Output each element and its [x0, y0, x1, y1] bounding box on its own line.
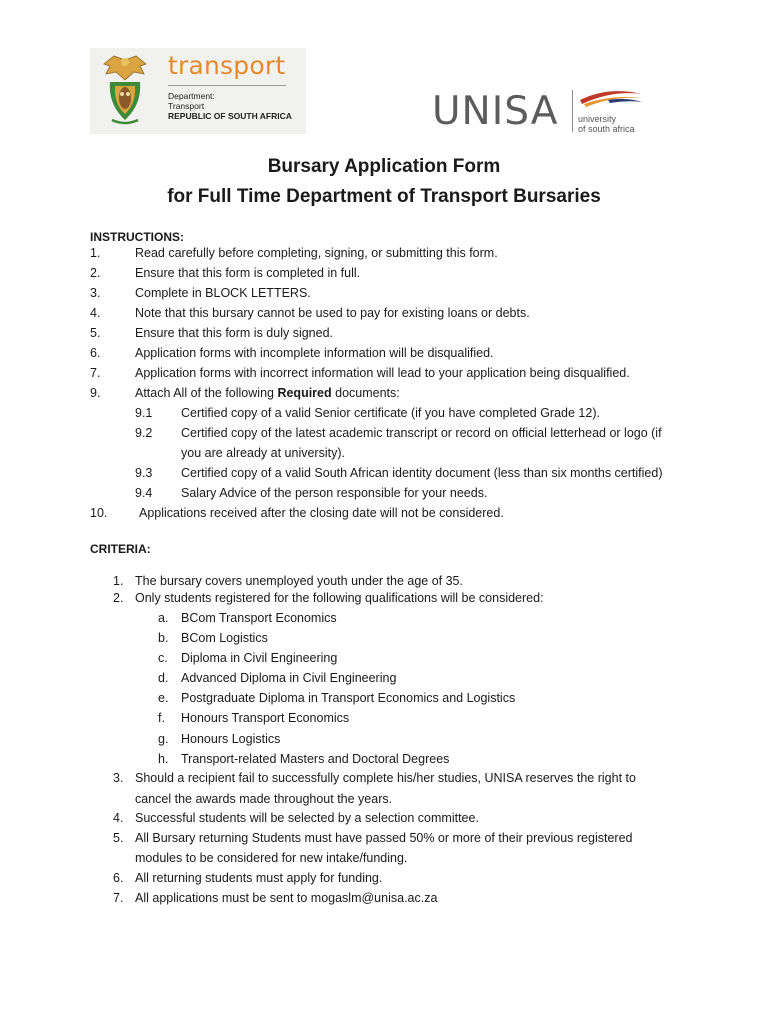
instruction-text: Read carefully before completing, signing, or submitting this form.: [135, 246, 498, 260]
criteria-text: The bursary covers unemployed youth under the age of 35.: [135, 574, 463, 588]
page-title: Bursary Application Form: [267, 156, 501, 177]
unisa-swoosh-icon: [578, 86, 644, 108]
qualification-letter: a.: [158, 611, 169, 625]
instruction-number: 1.: [90, 246, 101, 260]
of-south-africa-label: of south africa: [578, 124, 635, 134]
criteria-number: 3.: [113, 771, 124, 785]
instruction-text-pre: Attach All of the following: [135, 386, 278, 400]
criteria-text: All Bursary returning Students must have passed 50% or more of their previous registered: [135, 831, 633, 845]
qualification-letter: b.: [158, 631, 169, 645]
criteria-number: 5.: [113, 831, 124, 845]
criteria-number: 4.: [113, 811, 124, 825]
instruction-text: Ensure that this form is duly signed.: [135, 326, 334, 340]
unisa-logo: [432, 86, 644, 136]
qualification-letter: f.: [158, 711, 165, 725]
republic-label: REPUBLIC OF SOUTH AFRICA: [168, 111, 292, 121]
department-label: Department:: [168, 91, 215, 101]
criteria-text: Only students registered for the following qualifications will be considered:: [135, 591, 544, 605]
qualification-letter: h.: [158, 752, 169, 766]
criteria-text: All returning students must apply for funding.: [135, 871, 383, 885]
instruction-number: 3.: [90, 286, 101, 300]
subitem-number: 9.4: [135, 486, 153, 500]
instructions-heading: INSTRUCTIONS:: [90, 230, 184, 244]
qualification-text: Transport-related Masters and Doctoral Degrees: [181, 752, 450, 766]
criteria-heading: CRITERIA:: [90, 542, 151, 556]
criteria-text-continued: cancel the awards made throughout the years.: [135, 792, 393, 806]
instruction-number: 2.: [90, 266, 101, 280]
subitem-number: 9.2: [135, 426, 153, 440]
page-subtitle: for Full Time Department of Transport Bursaries: [167, 186, 601, 207]
subitem-text: Certified copy of the latest academic transcript or record on official letterhead or logo (if: [181, 426, 662, 440]
criteria-text-continued: modules to be considered for new intake/funding.: [135, 851, 408, 865]
instruction-number: 9.: [90, 386, 101, 400]
qualification-letter: c.: [158, 651, 168, 665]
qualification-text: Postgraduate Diploma in Transport Economics and Logistics: [181, 691, 516, 705]
instruction-number: 6.: [90, 346, 101, 360]
instruction-text: [135, 383, 400, 403]
instruction-number: 7.: [90, 366, 101, 380]
instruction-text: Ensure that this form is completed in full.: [135, 266, 361, 280]
transport-label: Transport: [168, 101, 205, 111]
subitem-text-continued: you are already at university).: [181, 446, 345, 460]
subitem-text: Certified copy of a valid Senior certificate (if you have completed Grade 12).: [181, 406, 600, 420]
qualification-letter: d.: [158, 671, 169, 685]
transport-department-logo: [90, 48, 306, 134]
logo-divider: [168, 85, 286, 86]
unisa-word: UNISA: [432, 89, 559, 134]
instruction-text: Applications received after the closing date will not be considered.: [139, 506, 504, 520]
instruction-number: 10.: [90, 506, 108, 520]
qualification-text: Honours Transport Economics: [181, 711, 350, 725]
qualification-text: Diploma in Civil Engineering: [181, 651, 338, 665]
criteria-text: Successful students will be selected by a selection committee.: [135, 811, 479, 825]
required-emphasis: Required: [277, 386, 332, 400]
transport-word: transport: [168, 51, 286, 80]
unisa-divider: [572, 90, 573, 132]
criteria-number: 1.: [113, 574, 124, 588]
criteria-number: 6.: [113, 871, 124, 885]
qualification-text: BCom Logistics: [181, 631, 268, 645]
instruction-text: Application forms with incorrect information will lead to your application being disqualified.: [135, 366, 630, 380]
qualification-letter: g.: [158, 732, 169, 746]
criteria-text: Should a recipient fail to successfully complete his/her studies, UNISA reserves the right to: [135, 771, 636, 785]
instruction-number: 5.: [90, 326, 101, 340]
qualification-text: BCom Transport Economics: [181, 611, 337, 625]
instruction-text: Complete in BLOCK LETTERS.: [135, 286, 311, 300]
coat-of-arms-icon: [100, 54, 150, 126]
subitem-text: Salary Advice of the person responsible for your needs.: [181, 486, 488, 500]
qualification-text: Advanced Diploma in Civil Engineering: [181, 671, 397, 685]
criteria-number: 7.: [113, 891, 124, 905]
qualification-text: Honours Logistics: [181, 732, 281, 746]
instruction-text-post: documents:: [331, 386, 400, 400]
university-label: university: [578, 114, 617, 124]
subitem-number: 9.3: [135, 466, 153, 480]
criteria-number: 2.: [113, 591, 124, 605]
instruction-number: 4.: [90, 306, 101, 320]
instruction-text: Note that this bursary cannot be used to pay for existing loans or debts.: [135, 306, 530, 320]
instruction-text: Application forms with incomplete information will be disqualified.: [135, 346, 494, 360]
criteria-text: All applications must be sent to mogaslm@unisa.ac.za: [135, 891, 438, 905]
subitem-number: 9.1: [135, 406, 153, 420]
subitem-text: Certified copy of a valid South African identity document (less than six months certified): [181, 466, 663, 480]
qualification-letter: e.: [158, 691, 169, 705]
